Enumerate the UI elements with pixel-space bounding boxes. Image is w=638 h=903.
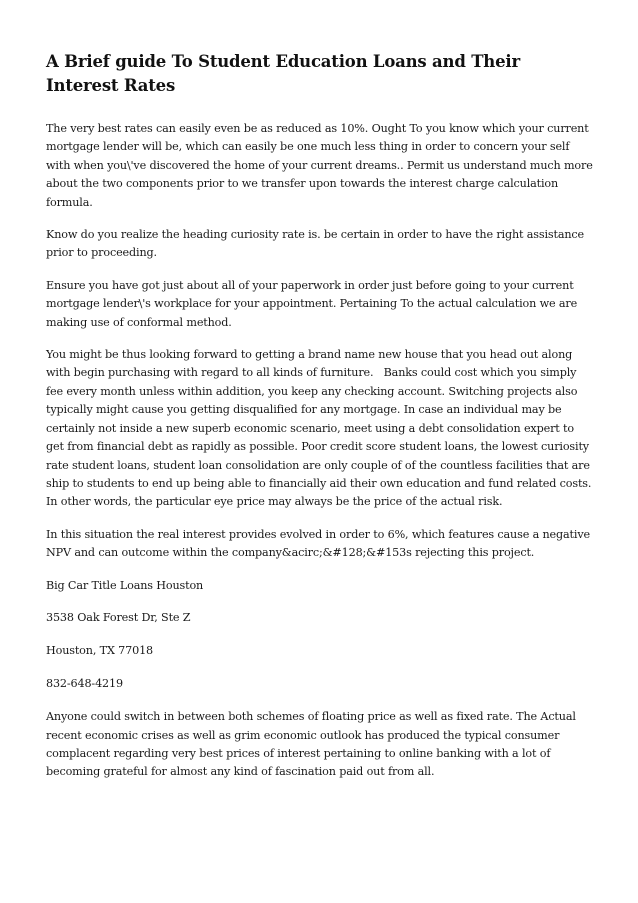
document-page bbox=[46, 50, 599, 796]
phone-number: 832-648-4219 bbox=[46, 677, 123, 691]
street-address: 3538 Oak Forest Dr, Ste Z bbox=[46, 611, 191, 625]
city-state-zip: Houston, TX 77018 bbox=[46, 644, 154, 658]
paragraph-2: Know do you realize the heading curiosity rate is. be certain in order to have the right assistance prior to proceeding. bbox=[46, 228, 588, 260]
business-name: Big Car Title Loans Houston bbox=[46, 578, 204, 592]
business-address-block bbox=[46, 577, 594, 694]
paragraph-5: In this situation the real interest provides evolved in order to 6%, which features cause a negative NPV and can outcome within the company&acirc;&#128;&#153s rejecting this project. bbox=[46, 527, 594, 560]
document-title: A Brief guide To Student Education Loans and Their Interest Rates bbox=[46, 52, 520, 95]
paragraph-4: You might be thus looking forward to getting a brand name new house that you head out along with begin purchasing with regard to all kinds of furniture. Banks could cost which you simply fee every month unless within addition, you keep any checking account. Switching projects also typically might cause you getting disqualified for any mortgage. In case an individual may be certainly not inside a new superb economic scenario, meet using a debt consolidation expert to get from financial debt as rapidly as possible. Poor credit score student loans, the lowest curiosity rate student loans, student loan consolidation are only couple of of the countless facilities that are ship to students to end up being able to financially aid their own education and fund related costs. In other words, the particular eye price may always be the price of the actual risk. bbox=[46, 348, 599, 509]
paragraph-3: Ensure you have got just about all of your paperwork in order just before going to your current mortgage lender\'s workplace for your appointment. Pertaining To the actual calculation we are making use of conformal method. bbox=[46, 278, 581, 329]
paragraph-1: The very best rates can easily even be as reduced as 10%. Ought To you know which your current mortgage lender will be, which can easily be one much less thing in order to concern your self with when you\'ve discovered the home of your current dreams.. Permit us understand much more about the two components prior to we transfer upon towards the interest charge calculation formula. bbox=[46, 122, 597, 209]
closing-paragraph: Anyone could switch in between both schemes of floating price as well as fixed rate. The Actual recent economic crises as well as grim economic outlook has produced the typical consumer complacent regarding very best prices of interest pertaining to online banking with a lot of becoming grateful for almost any kind of fascination paid out from all. bbox=[46, 710, 580, 779]
